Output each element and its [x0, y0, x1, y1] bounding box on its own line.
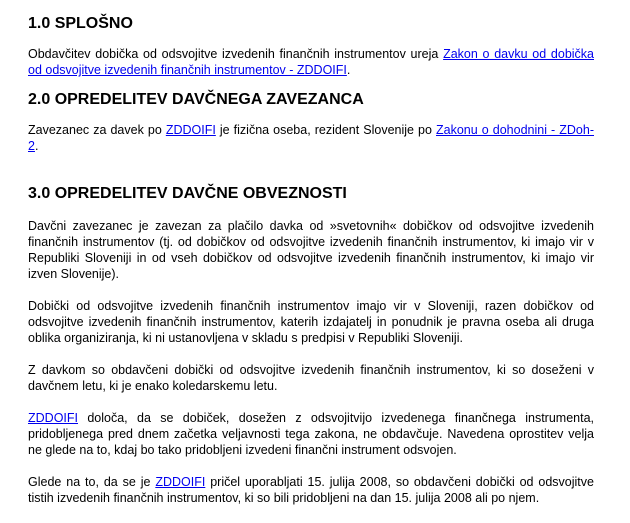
section-title-davcna-obveznost: 3.0 OPREDELITEV DAVČNE OBVEZNOSTI — [28, 185, 347, 202]
link-zddoifi[interactable]: ZDDOIFI — [155, 475, 206, 489]
paragraph-text: je fizična oseba, rezident Slovenije po — [215, 123, 437, 137]
section-paragraph: Davčni zavezanec je zavezan za plačilo davka od »svetovnih« dobičkov od odsvojitve izvedenih finančnih instrumentov (tj. od dobičkov od odsvojitve izvedenih finančnih instrumentov, ki imajo vir v Republiki Sloveniji in od vseh dobičkov od odsvojitve izvedenih finančnih instrumentov, ki imajo vir izven Slovenije). — [28, 219, 594, 281]
link-zddoifi-law[interactable]: Zakon o davku od dobička od odsvojitve izvedenih finančnih instrumentov - ZDDOIFI — [28, 47, 594, 77]
section-paragraph — [28, 474, 594, 506]
paragraph-text: Glede na to, da se je — [28, 475, 156, 489]
paragraph-text: določa, da se dobiček, dosežen z odsvojitvijo izvedenega finančnega instrumenta, pridobljenega pred dnem začetka veljavnosti tega zakona, ne obdavčuje. Navedena oprostitev velja ne glede na to, kdaj bo tako pridobljeni izvedeni finančni instrument odsvojen. — [28, 411, 594, 457]
section-paragraph — [28, 122, 594, 154]
paragraph-text: Zavezanec za davek po — [28, 123, 166, 137]
paragraph-text: pričel uporabljati 15. julija 2008, so obdavčeni dobički od odsvojitve tistih izvedenih finančnih instrumentov, ki so bili pridobljeni na dan 15. julija 2008 ali po njem. — [28, 475, 594, 505]
section-paragraph: Z davkom so obdavčeni dobički od odsvojitve izvedenih finančnih instrumentov, ki so doseženi v davčnem letu, ki je enako koledarskemu letu. — [28, 363, 594, 393]
section-paragraph — [28, 46, 594, 78]
link-zddoifi[interactable]: ZDDOIFI — [165, 123, 216, 137]
paragraph-text: Obdavčitev dobička od odsvojitve izvedenih finančnih instrumentov ureja — [28, 47, 444, 61]
paragraph-text: . — [34, 139, 39, 153]
section-paragraph: Dobički od odsvojitve izvedenih finančnih instrumentov imajo vir v Sloveniji, razen dobičkov od odsvojitve izvedenih finančnih instrumentov, katerih izdajatelj in ponudnik je pravna oseba ali druga oblika organiziranja, ki ni ustanovljena v skladu s predpisi v Republiki Sloveniji. — [28, 299, 594, 345]
link-zddoifi[interactable]: ZDDOIFI — [28, 411, 78, 425]
paragraph-text: . — [346, 63, 351, 77]
link-zdoh-2[interactable]: Zakonu o dohodnini - ZDoh-2 — [28, 123, 594, 153]
section-paragraph — [28, 410, 594, 458]
section-title-splosno: 1.0 SPLOŠNO — [28, 15, 133, 32]
section-title-davcni-zavezanec: 2.0 OPREDELITEV DAVČNEGA ZAVEZANCA — [28, 91, 364, 108]
